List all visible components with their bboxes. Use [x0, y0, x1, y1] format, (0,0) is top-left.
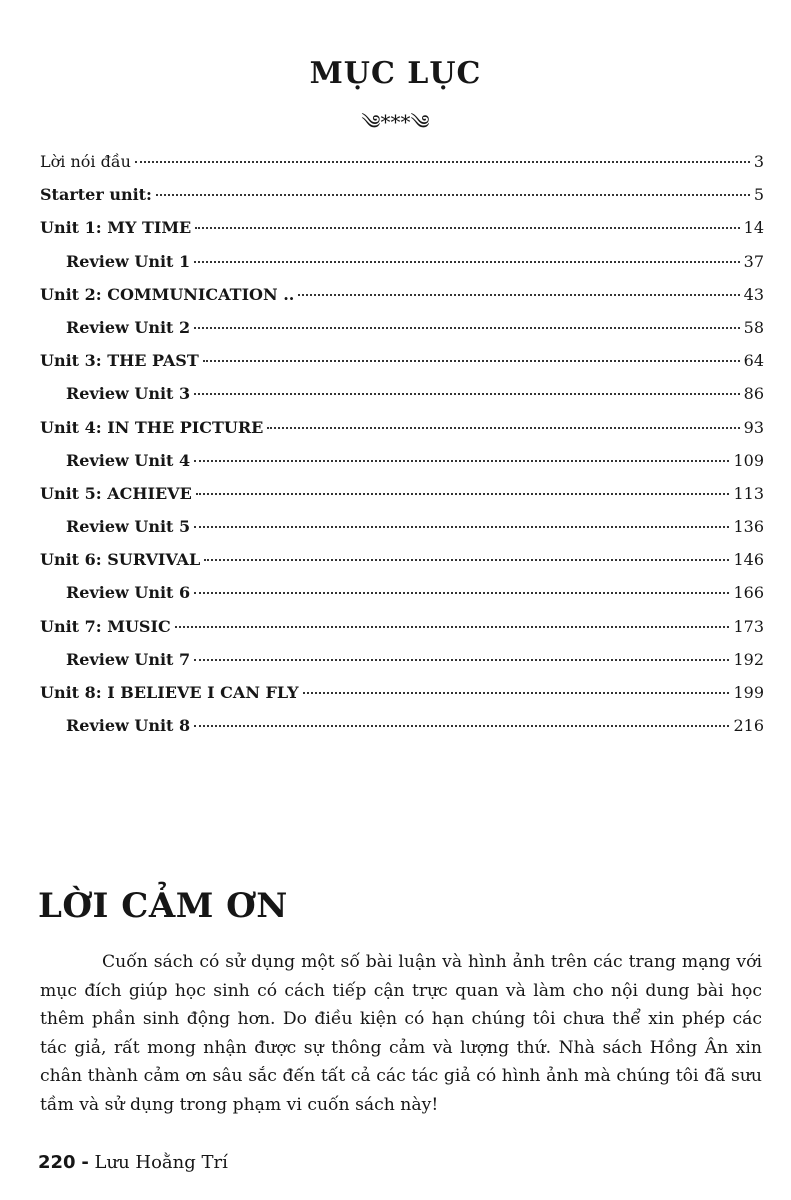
toc-entry-page: 58 [743, 317, 764, 337]
toc-leader-dots [135, 161, 750, 163]
toc-entry-label: Unit 4: IN THE PICTURE [40, 417, 264, 437]
toc-entry-label: Lời nói đầu [40, 152, 131, 171]
toc-entry [40, 252, 764, 285]
toc-entry [40, 384, 764, 417]
toc-entry [40, 550, 764, 583]
toc-entry-label: Unit 6: SURVIVAL [40, 550, 201, 570]
toc-entry-label: Unit 1: MY TIME [40, 218, 192, 238]
toc-entry-label: Review Unit 7 [66, 649, 191, 669]
toc-entry-label: Starter unit: [40, 185, 152, 205]
toc-ornament: ༄***༄ [361, 110, 430, 134]
toc-leader-dots [194, 725, 729, 727]
toc-entry-page: 173 [733, 616, 764, 636]
toc-entry-label: Unit 8: I BELIEVE I CAN FLY [40, 683, 299, 702]
toc-leader-dots [175, 626, 730, 628]
toc-entry-label: Unit 7: MUSIC [40, 616, 171, 636]
toc-entry [40, 285, 764, 318]
toc-entry-page: 192 [733, 649, 764, 669]
toc-entry-page: 86 [743, 384, 764, 404]
toc-entry-label: Review Unit 2 [66, 317, 191, 337]
toc-entry-page: 113 [733, 483, 764, 503]
toc-entry-page: 43 [743, 284, 764, 304]
toc-entry [40, 218, 764, 251]
toc-leader-dots [194, 592, 729, 594]
toc-entry-label: Review Unit 6 [66, 583, 191, 603]
toc-entry-label: Review Unit 1 [66, 251, 191, 271]
toc-leader-dots [203, 360, 740, 362]
table-of-contents [40, 152, 764, 749]
toc-entry-page: 3 [753, 152, 764, 171]
toc-title: MỤC LỤC [309, 56, 482, 91]
toc-entry-page: 199 [733, 683, 764, 702]
toc-leader-dots [196, 493, 730, 495]
toc-leader-dots [303, 692, 730, 694]
toc-entry-label: Unit 5: ACHIEVE [40, 483, 192, 503]
toc-leader-dots [204, 559, 729, 561]
footer-author: Lưu Hoằng Trí [94, 1152, 228, 1173]
toc-entry [40, 351, 764, 384]
toc-entry-page: 109 [733, 450, 764, 470]
toc-entry [40, 418, 764, 451]
toc-entry [40, 185, 764, 218]
toc-entry-label: Unit 3: THE PAST [40, 351, 199, 371]
toc-entry-page: 136 [733, 517, 764, 537]
toc-entry [40, 716, 764, 749]
toc-entry [40, 683, 764, 716]
toc-leader-dots [194, 393, 740, 395]
toc-entry-label: Review Unit 3 [66, 384, 191, 404]
footer-separator: - [81, 1152, 89, 1173]
toc-entry-page: 5 [753, 185, 764, 205]
toc-leader-dots [194, 261, 740, 263]
footer-page-number: 220 [38, 1152, 76, 1173]
toc-entry-label: Review Unit 4 [66, 450, 191, 470]
toc-leader-dots [195, 227, 739, 229]
toc-leader-dots [298, 294, 739, 296]
toc-entry-page: 146 [733, 550, 764, 570]
toc-entry [40, 451, 764, 484]
toc-entry-page: 166 [733, 583, 764, 603]
acknowledgement-title: LỜI CẢM ƠN [38, 886, 288, 926]
toc-entry [40, 650, 764, 683]
toc-entry [40, 152, 764, 185]
toc-leader-dots [194, 460, 729, 462]
toc-leader-dots [194, 327, 740, 329]
toc-entry-label: Review Unit 8 [66, 716, 191, 736]
page-footer [38, 1152, 228, 1173]
toc-entry-page: 14 [743, 218, 764, 238]
toc-leader-dots [267, 427, 739, 429]
toc-entry-label: Review Unit 5 [66, 517, 191, 537]
toc-entry-page: 93 [743, 417, 764, 437]
toc-leader-dots [156, 194, 750, 196]
toc-entry-page: 64 [743, 351, 764, 371]
toc-entry [40, 517, 764, 550]
toc-leader-dots [194, 526, 729, 528]
toc-entry-page: 216 [733, 716, 764, 736]
toc-leader-dots [194, 659, 729, 661]
toc-entry-page: 37 [743, 251, 764, 271]
toc-entry [40, 617, 764, 650]
acknowledgement-body: Cuốn sách có sử dụng một số bài luận và hình ảnh trên các trang mạng với mục đích giúp học sinh có cách tiếp cận trực quan và làm cho nội dung bài học thêm phần sinh động hơn. Do điều kiện có hạn chúng tôi chưa thể xin phép các tác giả, rất mong nhận được sự thông cảm và lượng thứ. Nhà sách Hồng Ân xin chân thành cảm ơn sâu sắc đến tất cả các tác giả có hình ảnh mà chúng tôi đã sưu tầm và sử dụng trong phạm vi cuốn sách này! [40, 952, 762, 1115]
toc-entry [40, 318, 764, 351]
toc-entry [40, 484, 764, 517]
toc-entry-label: Unit 2: COMMUNICATION .. [40, 284, 295, 304]
toc-entry [40, 583, 764, 616]
